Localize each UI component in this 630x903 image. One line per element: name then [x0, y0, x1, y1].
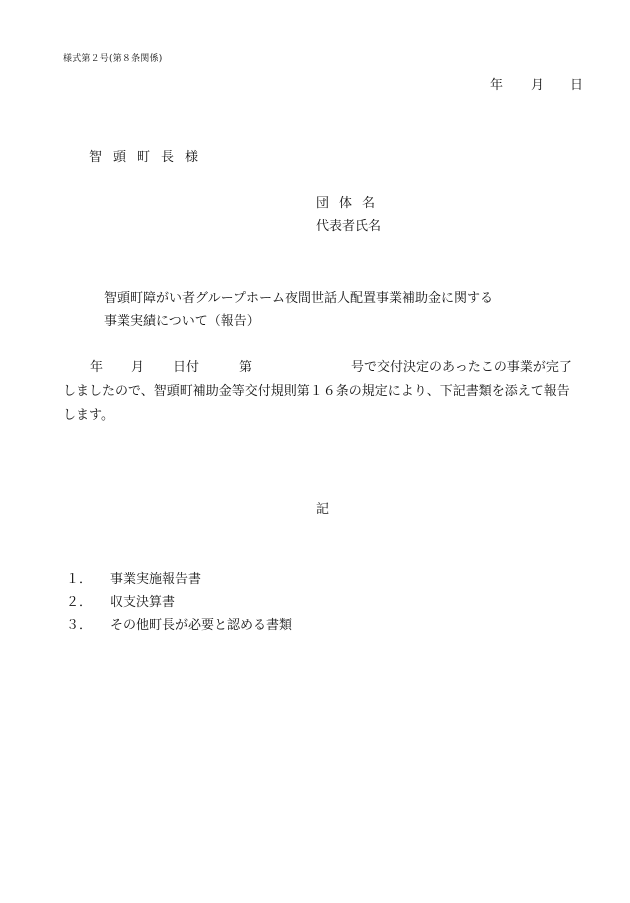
subject — [104, 287, 493, 333]
addressee: 智頭町長様 — [89, 150, 210, 165]
form-number: 様式第２号(第８条関係) — [63, 54, 163, 64]
date-day-label: 日 — [570, 78, 584, 93]
body-line-1 — [63, 356, 583, 380]
body-line1-rest: 号で交付決定のあったこの事業が完了 — [351, 360, 572, 375]
body-month-label: 月 — [131, 360, 145, 375]
date-year-label: 年 — [490, 78, 504, 93]
list-item-number: １． — [66, 572, 93, 587]
list-item-label: その他町長が必要と認める書類 — [110, 618, 293, 633]
list-item-label: 事業実施報告書 — [110, 572, 202, 587]
list-item — [63, 591, 463, 614]
body-year-label: 年 — [90, 360, 104, 375]
organization-name-label: 団体名 — [316, 196, 386, 211]
representative-name-label: 代表者氏名 — [316, 219, 382, 234]
subject-line-2: 事業実績について（報告） — [104, 314, 260, 329]
date-month-label: 月 — [531, 78, 545, 93]
body-line-2: しましたので、智頭町補助金等交付規則第１６条の規定により、下記書類を添えて報告 — [63, 384, 570, 399]
list-item — [63, 614, 463, 637]
body-date-suffix: 日付 — [173, 360, 200, 375]
date-line — [480, 74, 590, 93]
body-number-prefix: 第 — [239, 360, 253, 375]
attached-documents-list — [63, 568, 463, 637]
ki-heading: 記 — [316, 502, 330, 517]
body-line-3: します。 — [63, 408, 114, 423]
list-item-label: 収支決算書 — [110, 595, 176, 610]
subject-line-1: 智頭町障がい者グループホーム夜間世話人配置事業補助金に関する — [104, 291, 493, 306]
list-item-number: ３． — [66, 618, 93, 633]
list-item-number: ２． — [66, 595, 93, 610]
list-item — [63, 568, 463, 591]
body-text — [63, 356, 583, 428]
